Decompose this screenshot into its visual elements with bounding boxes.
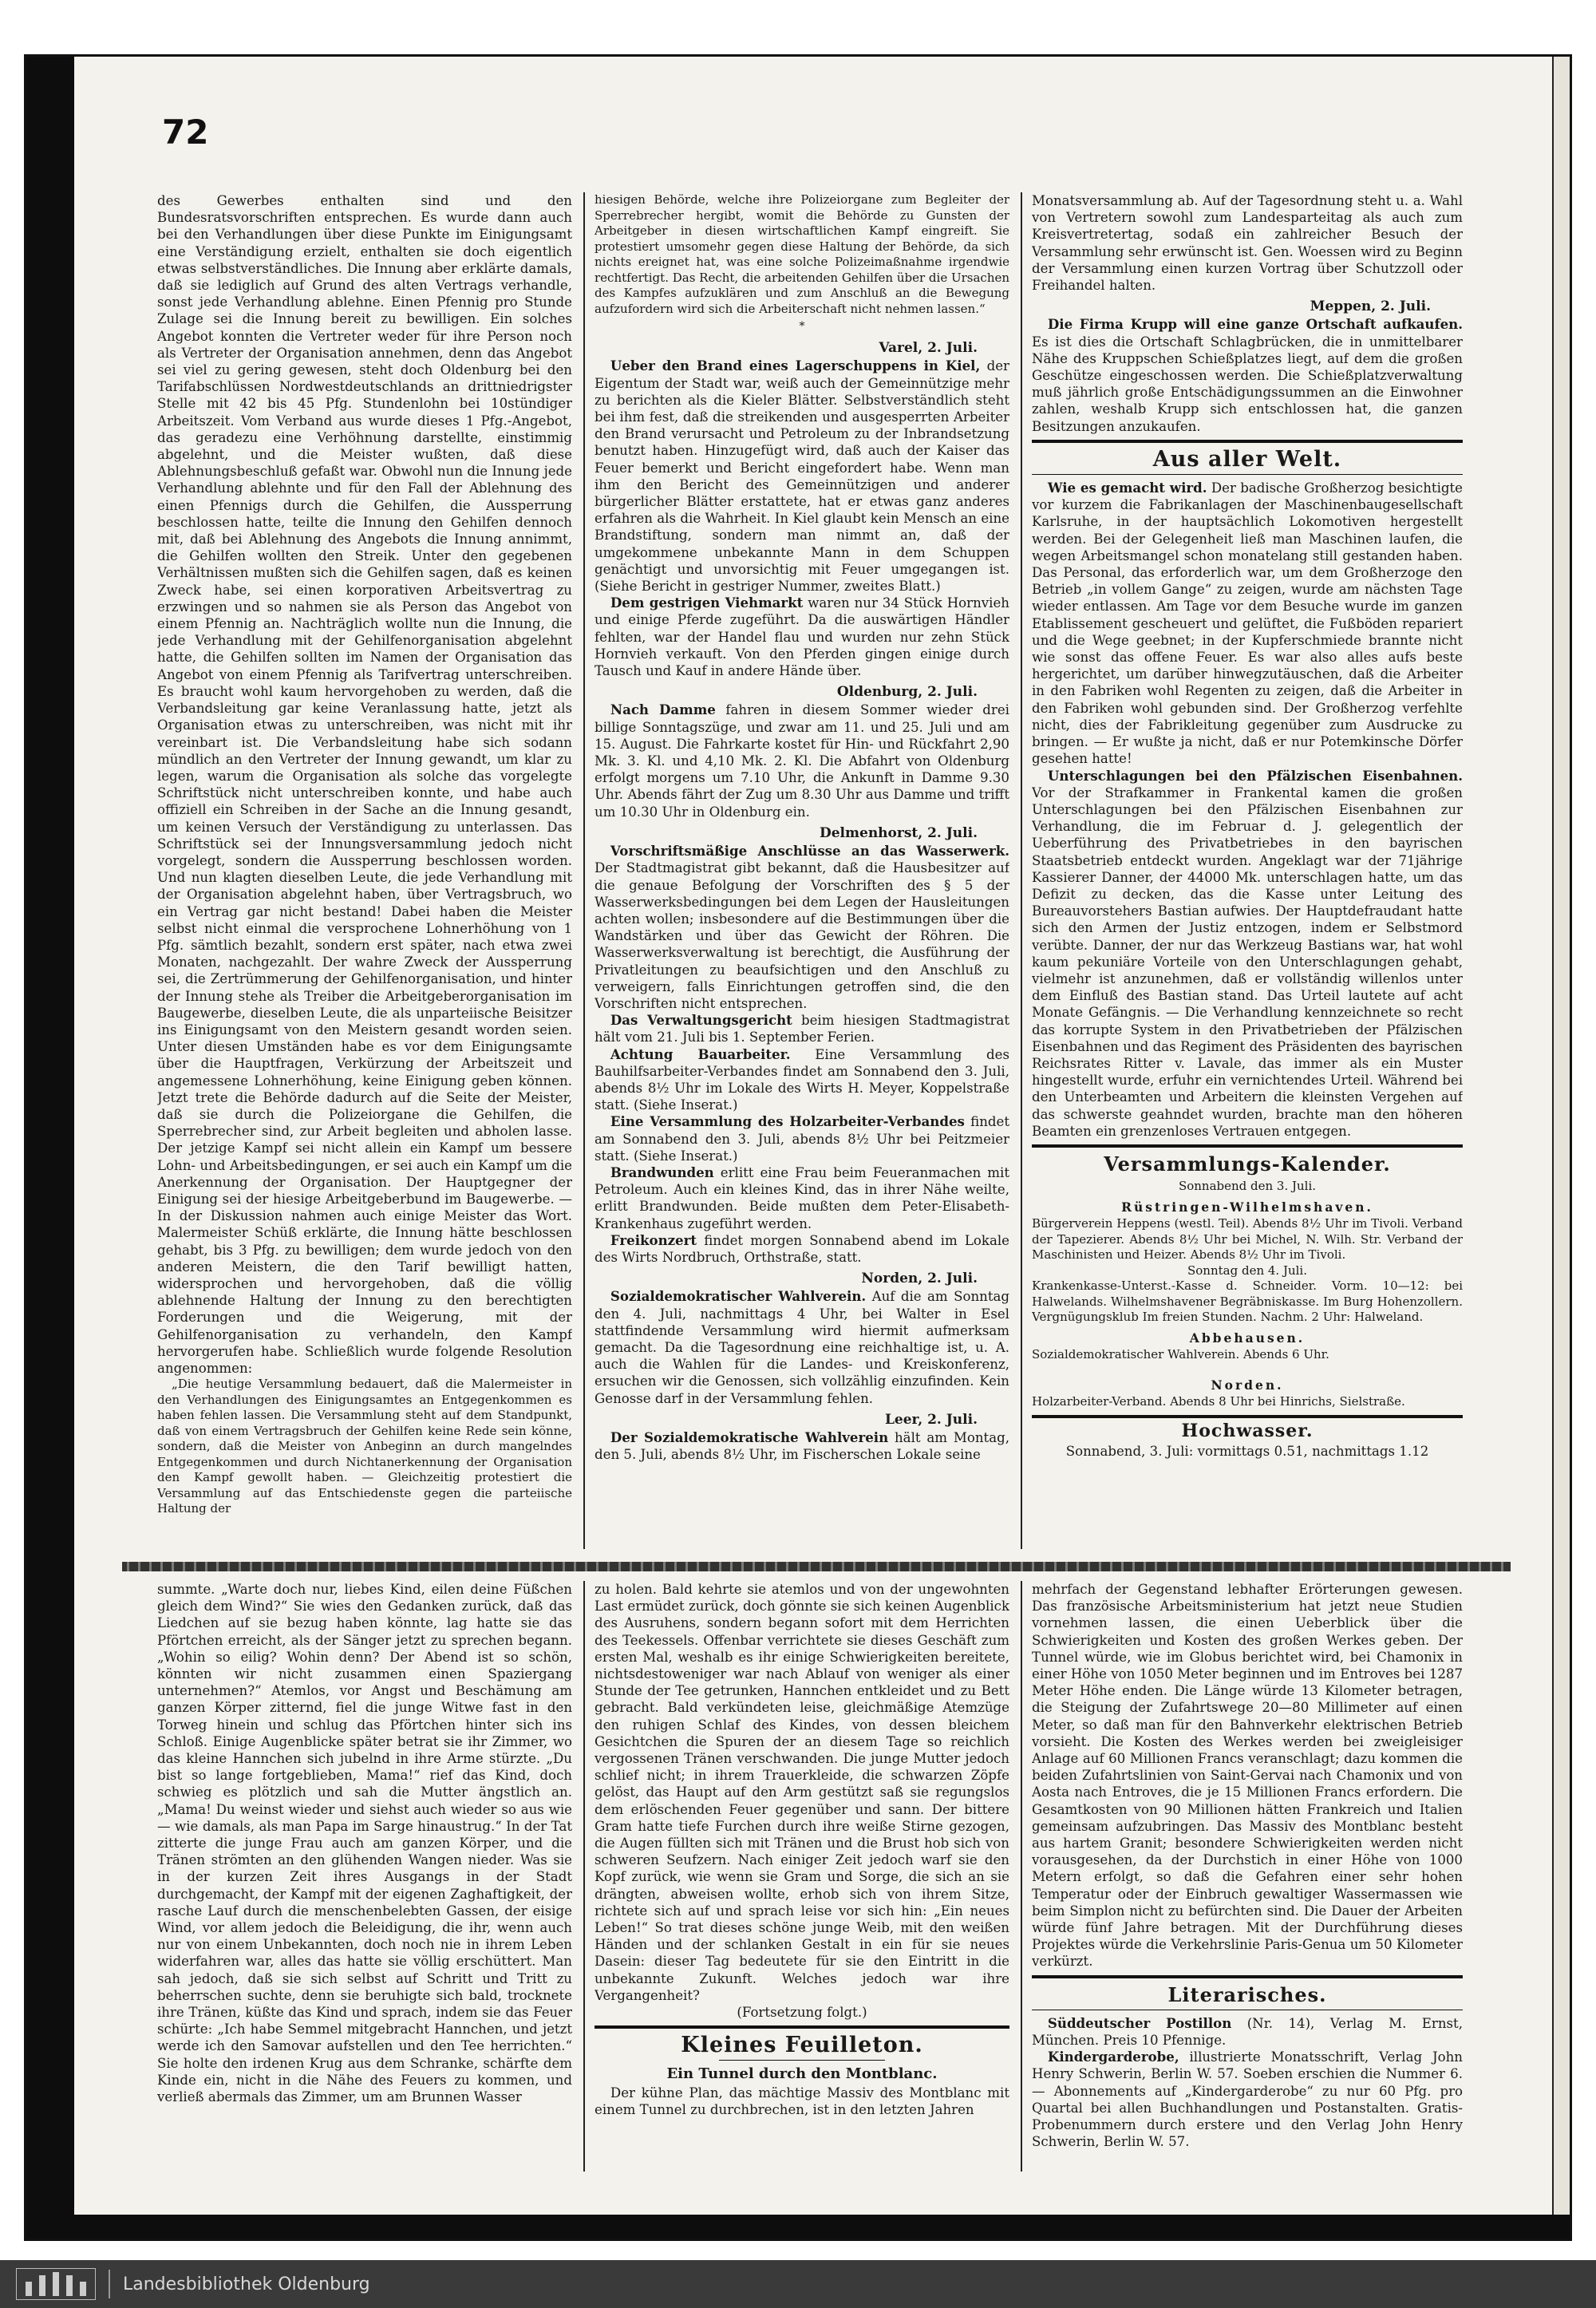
news-headline: Kindergarderobe, [1047,2049,1179,2065]
news-text: Vor der Strafkammer in Frankental kamen die großen Unterschlagungen bei den Pfälzischen Eisenbahnen zur Verhandlung, die im Februar d. J. gelegentlich der Ueberführung des Privatbetriebes in den bayrischen Staatsbetrieb entdeckt wurden. Angeklagt war der 71jährige Kassierer Danner, der 44000 Mk. unterschlagen hatte, um das Defizit zu decken, das die Kasse unter Leitung des Bureauvorstehers Bastian aufwies. Der Hauptdefraudant hatte sich den Armen der Justiz entzogen, indem er Selbstmord verübte. Danner, der nur das Werkzeug Bastians war, hat wohl kaum pekuniäre Vorteile von den Unterschlagungen gehabt, vielmehr ist anzunehmen, daß er vollständig willenlos unter dem Einfluß des Bastian stand. Das Urteil lautete auf acht Monate Gefängnis. — Die Verhandlung kennzeichnete so recht das korrupte System in den Privatbetrieben der Pfälzischen Eisenbahnen und das Regiment des Präsidenten des bayrischen Reichsrates Ritter v. Lavale, das immer als ein Muster hingestellt wurde, erfuhr ein vernichtendes Urteil. Während bei den Unterbeamten und Arbeitern die kleinsten Vergehen auf das schwerste geahndet wurden, brachte man den höheren Beamten ein grenzenloses Vertrauen entgegen. [1032,784,1463,1139]
news-headline: Ueber den Brand eines Lagerschuppens in Kiel, [610,358,981,374]
page-edge [1552,57,1570,2239]
column-divider [1021,1581,1022,2172]
news-text: erlitt eine Frau beim Feueranmachen mit Petroleum. Auch ein kleines Kind, das in ihrer Nähe weilte, erlitt Brandwunden. Beide mußten dem Peter-Elisabeth-Krankenhaus zugeführt werden. [595,1164,1009,1231]
dateline: Delmenhorst, 2. Juli. [820,824,978,841]
calendar-entries: Holzarbeiter-Verband. Abends 8 Uhr bei Hinrichs, Sielstraße. [1032,1394,1405,1409]
news-text: fahren in diesem Sommer wieder drei billige Sonntagszüge, und zwar am 11. und 25. Juli und am 15. August. Die Fahrkarte kostet für Hin- und Rückfahrt 2,90 Mk. 3. Kl. und 4,10 Mk. 2. Kl. Die Abfahrt von Oldenburg erfolgt morgens um 7.10 Uhr, die Ankunft in Damme 9.30 Uhr. Abends fährt der Zug um 8.30 Uhr aus Damme und trifft um 10.30 Uhr in Oldenburg ein. [595,702,1009,820]
news-headline: Das Verwaltungsgericht [610,1012,792,1029]
news-text: Es ist dies die Ortschaft Schlagbrücken, die in unmittelbarer Nähe des Kruppschen Schießplatzes liegt, auf dem die großen Geschütze eingeschossen werden. Die Schießplatzverwaltung muß jährlich große Entschädigungssummen an die Einwohner zahlen, weshalb Krupp sich entschlossen hat, die ganzen Besitzungen anzukaufen. [1032,334,1463,434]
footer-divider [109,2270,110,2298]
news-headline: Brandwunden [610,1164,714,1180]
section-rule [595,2025,1009,2029]
news-headline: Freikonzert [610,1231,697,1248]
section-rule [1032,1144,1463,1148]
column-divider [1021,192,1022,1549]
calendar-entries: Krankenkasse-Unterst.-Kasse d. Schneider. Vorm. 10—12: bei Halwelands. Wilhelmshavener Begräbniskasse. Im Burg Hohenzollern. Vergnügungsklub Im freien Stunden. Nachm. 2 Uhr: Halweland. [1032,1278,1463,1325]
news-text: illustrierte Monatsschrift, Verlag John Henry Schwerin, Berlin W. 57. Soeben erschien die Nummer 6. — Abonnements auf „Kindergarderobe“ zu nur 60 Pfg. pro Quartal bei allen Buchhandlungen und Postanstalten. Gratis-Probenummern durch erstere und den Verlag John Henry Schwerin, Berlin W. 57. [1032,2049,1463,2150]
news-headline: Sozialdemokratischer Wahlverein. [610,1288,867,1305]
news-text: Auf die am Sonntag den 4. Juli, nachmittags 4 Uhr, bei Walter in Esel stattfindende Versammlung wird hiermit aufmerksam gemacht. Da die Tagesordnung eine reichhaltige ist, u. A. auch die Wahlen für die Landes- und Kreiskonferenz, ersuchen wir die Genossen, sich vollzählig einzufinden. Kein Genosse darf in der Versammlung fehlen. [595,1289,1009,1406]
calendar-entries: Bürgerverein Heppens (westl. Teil). Abends 8½ Uhr im Tivoli. Verband der Tapezierer. Abends 8½ Uhr bei Michel, N. Wilh. Str. Verband der Maschinisten und Heizer. Abends 8½ Uhr im Tivoli. [1032,1216,1463,1263]
resolution-quote: „Die heutige Versammlung bedauert, daß die Malermeister in den Verhandlungen des Einigungsamtes an Entgegenkommen es haben fehlen lassen. Die Versammlung steht auf dem Standpunkt, daß von einem Vertragsbruch der Gehilfen keine Rede sein könne, sondern, daß die Meister von Anbeginn an durch mangelndes Entgegenkommen und durch Nichtanerkennung der Organisation den Kampf gewollt haben. — Gleichzeitig protestiert die Versammlung auf das Entschiedenste gegen die parteiische Haltung der [157,1377,572,1516]
news-headline: Nach Damme [610,701,716,718]
calendar-entries: Sozialdemokratischer Wahlverein. Abends 6 Uhr. [1032,1347,1329,1362]
calendar-location: Rüstringen-Wilhelmshaven. [1121,1199,1373,1215]
dateline: Leer, 2. Juli. [884,1411,978,1428]
column-divider [583,1581,585,2172]
section-title: Literarisches. [1167,1982,1327,2006]
feuilleton-column-2 [595,1581,1009,2172]
section-rule [719,2060,885,2061]
column-1 [157,192,572,1549]
section-rule [1032,474,1463,475]
section-rule [1032,1415,1463,1418]
news-headline: Unterschlagungen bei den Pfälzischen Eisenbahnen. [1047,767,1463,784]
news-text: der Eigentum der Stadt war, weiß auch der Gemeinnützige mehr zu berichten als die Kieler Blätter. Selbstverständlich steht bei ihm fest, daß die streikenden und ausgesperrten Arbeiter den Brand verursacht und Petroleum zu der Inbrandsetzung benutzt haben. Hinzugefügt wird, daß auch der Kaiser das Feuer bemerkt und Bericht eingefordert habe. Wenn man ihm den Bericht des Gemeinnützigen und anderer bürgerlicher Blätter erstattete, hat er etwas ganz anderes erfahren als die Wahrheit. In Kiel glaubt kein Mensch an eine Brandstiftung, sondern man nimmt an, daß der umgekommene unbekannte Mann in dem Schuppen genächtigt und unvorsichtig mit Feuer umgegangen ist. (Siehe Bericht in gestriger Nummer, zweites Blatt.) [595,358,1009,595]
page-number: 72 [162,113,209,152]
article-body: des Gewerbes enthalten sind und den Bundesratsvorschriften entsprechen. Es wurde dann auch bei den Verhandlungen über diese Punkte im Einigungsamt eine Verständigung erzielt, enthalten sie doch eigentlich etwas selbstverständliches. Die Innung aber erklärte damals, daß sie lediglich auf Grund des alten Vertrags verhandle, sonst jede Verhandlung ablehne. Einen Pfennig pro Stunde Zulage sei die Innung bereit zu bewilligen. Ein solches Angebot konnten die Vertreter weder für ihre Person noch als Vertreter der Organisation annehmen, denn das Angebot sei viel zu gering gewesen, steht doch Oldenburg bei den Tarifabschlüssen Nordwestdeutschlands an drittniedrigster Stelle mit 42 bis 45 Pfg. Stundenlohn bei 10stündiger Arbeitszeit. Vom Verband aus wurde dieses 1 Pfg.-Angebot, das geradezu eine Verhöhnung darstellte, einstimmig abgelehnt, und die Meister wußten, daß diese Ablehnungsbeschluß gefaßt war. Obwohl nun die Innung jede Verhandlung ablehnte und für den Fall der Ablehnung des einen Pfennigs durch die Gehilfen, die Aussperrung beschlossen hatte, teilte die Innung den Gehilfen dennoch mit, daß bei Ablehnung des Angebots die Innung annimmt, die Gehilfen wollten den Streik. Unter den gegebenen Verhältnissen mußten sich die Gehilfen sagen, daß es keinen Zweck habe, sei einen korporativen Arbeitsvertrag zu erzwingen und so nahmen sie als Person das Angebot von einem Pfennig an. Nachträglich wollte nun die Innung, die jede Verhandlung mit der Gehilfenorganisation abgelehnt hatte, die Gehilfen sollten im Namen der Organisation das Angebot von einem Pfennig als Tarifvertrag unterschreiben. Es braucht wohl kaum hervorgehoben zu werden, daß die Verbandsleitung gar keine Veranlassung hatte, jetzt als Organisation etwas zu unterschreiben, was nicht mit ihr vereinbart ist. Die Verbandsleitung habe sich sodann mündlich an den Vertreter der Innung gewandt, um klar zu legen, warum die Organisation als solche das vorgelegte Schriftstück nicht unterschreiben konnte, und habe auch offiziell ein Schreiben in der Sache an die Innung gesandt, um keinen Versuch der Verständigung zu unterlassen. Das Schriftstück sei der Innungsversammlung jedoch nicht vorgelegt, sondern die Aussperrung beschlossen worden. Und nun klagten dieselben Leute, die jede Verhandlung mit der Organisation abgelehnt haben, über Vertragsbruch, wo ein Vertrag gar nicht bestand! Dabei haben die Meister selbst nicht einmal die versprochene Lohnerhöhung von 1 Pfg. sämtlich bezahlt, sondern erst später, nach etwa zwei Monaten, nachgezahlt. Der wahre Zweck der Aussperrung sei, die Zertrümmerung der Gehilfenorganisation, und hinter der Innung stehe als Treiber die Arbeitgeberorganisation im Baugewerbe, dieselben Leute, die als unparteiische Beisitzer ins Einigungsamt von den Meistern gesandt worden seien. Unter diesen Umständen habe es vor dem Einigungsamte über die Hauptfragen, Verkürzung der Arbeitszeit und angemessene Lohnerhöhung, keine Einigung geben können. Jetzt trete die Behörde dadurch auf die Seite der Meister, daß sie durch die Polizeiorgane die Gehilfen, die Sperrebrecher sind, zur Arbeit begleiten und abholen lasse. Der jetzige Kampf sei nicht allein ein Kampf um bessere Lohn- und Arbeitsbedingungen, er sei auch ein Kampf um die Anerkennung der Organisation. Der Hauptgegner der Einigung sei der hiesige Arbeitgeberbund im Baugewerbe. — In der Diskussion nahmen auch einige Meister das Wort. Malermeister Schüß erklärte, die Innung hätte beschlossen gehabt, bis 3 Pfg. zu bewilligen; dem wurde jedoch von den anderen Meistern, die den Tarif bewilligt hatten, widersprochen und hervorgehoben, daß die völlig ablehnende Haltung der Innung zu den berechtigten Forderungen und die Weigerung, mit der Gehilfenorganisation zu verhandeln, den Kampf hervorgerufen habe. Schließlich wurde folgende Resolution angenommen: [157,193,572,1377]
news-text: beim hiesigen Stadtmagistrat hält vom 21. Juli bis 1. September Ferien. [595,1013,1009,1045]
calendar-date: Sonntag den 4. Juli. [1187,1263,1307,1278]
library-logo-icon [16,2268,96,2300]
tide-title: Hochwasser. [1181,1420,1314,1441]
section-title: Kleines Feuilleton. [681,2033,923,2058]
dateline: Varel, 2. Juli. [879,340,978,357]
section-title: Aus aller Welt. [1152,446,1342,472]
bottom-edge [26,2215,1570,2239]
column-2 [595,192,1009,1549]
dateline: Norden, 2. Juli. [861,1271,978,1287]
calendar-date: Sonnabend den 3. Juli. [1178,1179,1317,1194]
article-continuation: hiesigen Behörde, welche ihre Polizeiorgane zum Begleiter der Sperrebrecher hergibt, womit die Behörde zu Gunsten der Arbeitgeber in diesen wirtschaftlichen Kampf eingreift. Sie protestiert umsomehr gegen diese Haltung der Behörde, da sich nichts ereignet hat, was eine solche Polizeimaßnahme irgendwie rechtfertigt. Das Recht, die arbeitenden Gehilfen über die Ursachen des Kampfes aufzuklären und zum Anschluß an die Bewegung aufzufordern wird sich die Arbeiterschaft nicht nehmen lassen.“ [595,192,1009,316]
novel-text: zu holen. Bald kehrte sie atemlos und von der ungewohnten Last ermüdet zurück, doch gönnte sie sich keinen Augenblick des Ausruhens, sondern begann sofort mit dem Herrichten des Teekessels. Offenbar verrichtete sie dieses Geschäft zum ersten Mal, weshalb es ihr einige Schwierigkeiten bereitete, nichtsdestoweniger war nach Ablauf von weniger als einer Stunde der Tee getrunken, Hannchen entkleidet und zu Bett gebracht. Bald verkündeten leise, gleichmäßige Atemzüge den ruhigen Schlaf des Kindes, von dessen bleichem Gesichtchen die Spuren der an diesem Tage so reichlich vergossenen Tränen verschwanden. Die junge Mutter jedoch schlief nicht; in ihrem Trauerkleide, die schwarzen Zöpfe gelöst, das Haupt auf den Arm gestützt saß sie regungslos dem erlöschenden Feuer gegenüber und sann. Der bittere Gram hatte tiefe Furchen durch ihre weiße Stirne gezogen, die Augen füllten sich mit Tränen und die Brust hob sich von schweren Seufzern. Nach einiger Zeit jedoch warf sie den Kopf zurück, wie wenn sie Gram und Sorge, die sich an sie drängten, abweisen wollte, erhob sich von ihrem Sitze, richtete sich auf und sprach leise vor sich hin: „Ein neues Leben!“ So trat dieses schöne junge Weib, mit den weißen Händen und der schlanken Gestalt in ein für sie neues Dasein: dieser Tag bedeutete für sie den Eintritt in die unbekannte Zukunft. Welches jedoch war ihre Vergangenheit? [595,1582,1009,2003]
news-text: waren nur 34 Stück Hornvieh und einige Pferde zugeführt. Da die auswärtigen Händler fehlten, war der Handel flau und wurden nur zehn Stück Hornvieh verkauft. Von den Pferden gingen einige durch Tausch und Kauf in andere Hände über. [595,595,1009,679]
news-text: findet morgen Sonnabend abend im Lokale des Wirts Nordbruch, Orthstraße, statt. [595,1232,1009,1265]
dateline: Oldenburg, 2. Juli. [836,684,978,701]
continuation-note: (Fortsetzung folgt.) [737,2005,867,2021]
news-headline: Die Firma Krupp will eine ganze Ortschaft aufkaufen. [1047,316,1463,333]
novel-text: summte. „Warte doch nur, liebes Kind, eilen deine Füßchen gleich dem Wind?“ Sie wies den Gedanken zurück, daß das Liedchen auf sie bezug haben könnte, lag hatte sie das Pförtchen erreicht, als der Sänger jetzt zu sprechen begann. „Wohin so eilig? Wohin denn? Der Abend ist so schön, könnten wir nicht zusammen einen Spaziergang unternehmen?“ Atemlos, vor Angst und Beschämung am ganzen Körper zitternd, fiel die junge Witwe fast in den Torweg hinein und schlug das Pförtchen hinter sich ins Schloß. Einige Augenblicke später betrat sie ihr Zimmer, wo das kleine Hannchen sich jubelnd in ihre Arme stürzte. „Du bist so lange fortgeblieben, Mama!“ rief das Kind, doch schwieg es plötzlich und sah die Mutter ängstlich an. „Mama! Du weinst wieder und siehst auch wieder so aus wie — wie damals, als man Papa im Sarge hinaustrug.“ In der Tat zitterte die junge Frau auch am ganzen Körper, und die Tränen strömten an den glühenden Wangen nieder. Was sie in der kurzen Zeit ihres Ausgangs in der Stadt durchgemacht, der Kampf mit der eigenen Zaghaftigkeit, der rasche Lauf durch die menschenbelebten Gassen, der eisige Wind, vor allem jedoch die Beleidigung, die ihr, wenn auch nur von einem Unbekannten, doch noch nie in ihrem Leben widerfahren war, alles das hatte sie völlig erschüttert. Man sah jedoch, daß sie sich selbst auf Schritt und Tritt zu beherrschen suchte, denn sie beruhigte sich bald, trocknete ihre Tränen, küßte das Kind und sprach, indem sie das Feuer schürte: „Ich habe Semmel mitgebracht Hannchen, und jetzt werde ich den Samovar aufstellen und den Tee herrichten.“ Sie holte den irdenen Krug aus dem Schranke, schärfte dem Kinde ein, nicht in die Nähe des Feuers zu kommen, und verließ abermals das Zimmer, um am Brunnen Wasser [157,1582,572,2105]
news-headline: Wie es gemacht wird. [1047,480,1207,496]
column-3 [1032,192,1463,1549]
library-footer [0,2260,1596,2308]
article-text: Der kühne Plan, das mächtige Massiv des Montblanc mit einem Tunnel zu durchbrechen, ist in den letzten Jahren [595,2085,1009,2117]
fold-line [122,1562,1511,1571]
news-text: findet am Sonnabend den 3. Juli, abends 8½ Uhr bei Peitzmeier statt. (Siehe Inserat.) [595,1114,1009,1164]
dateline: Meppen, 2. Juli. [1310,298,1431,315]
binding-edge [26,57,74,2239]
separator-star: * [799,320,805,333]
meeting-calendar [1032,1179,1463,1410]
news-headline: Eine Versammlung des Holzarbeiter-Verbandes [610,1113,965,1130]
feuilleton-column-1 [157,1581,572,2172]
news-text: Der badische Großherzog besichtigte vor kurzem die Fabrikanlagen der Maschinenbaugesellschaft Karlsruhe, in der hauptsächlich Lokomotiven hergestellt werden. Bei der Gelegenheit ließ man Maschinen laufen, die wegen Arbeitsmangel schon monatelang still gestanden haben. Das Personal, das erforderlich war, um dem Großherzoge den Betrieb „in vollem Gange“ zu zeigen, wurde am nächsten Tage wieder entlassen. Am Tage vor dem Besuche wurde im ganzen Etablissement gescheuert und gelüftet, die Fußböden repariert und die Wege geebnet; in der Kupferschmiede brannte nicht wie sonst das offene Feuer. Es war also alles aufs beste hergerichtet, um darüber hinwegzutäuschen, daß die Arbeiter in den Fabriken wohl Regenten zu zeigen, daß die Arbeiter in den Fabriken wohl gebunden sind. Der Großherzog verfehlte nicht, dies der Fabrikleitung gegenüber zum Ausdrucke zu bringen. — Er wußte ja nicht, daß er nur Potemkinsche Dörfer gesehen hatte! [1032,480,1463,767]
news-headline: Der Sozialdemokratische Wahlverein [610,1429,889,1445]
column-divider [583,192,585,1549]
news-text: Monatsversammlung ab. Auf der Tagesordnung steht u. a. Wahl von Vertretern sowohl zum Landesparteitag als auch zum Kreisvertretertag, sodaß ein zahlreicher Besuch der Versammlung sehr erwünscht ist. Gen. Woessen wird zu Beginn der Versammlung einen kurzen Vortrag über Schutzzoll oder Freihandel halten. [1032,193,1463,294]
scanned-page [24,54,1572,2241]
news-headline: Achtung Bauarbeiter. [610,1045,791,1062]
article-headline: Ein Tunnel durch den Montblanc. [666,2065,938,2083]
news-headline: Vorschriftsmäßige Anschlüsse an das Wasserwerk. [610,843,1009,860]
news-headline: Süddeutscher Postillon [1047,2014,1232,2031]
news-text: Der Stadtmagistrat gibt bekannt, daß die Hausbesitzer auf die genaue Befolgung der Vorschriften des § 5 der Wasserwerksbedingungen bei dem Legen der Hausleitungen achten wollen; insbesondere auf die Bestimmungen über die Wandstärken und über das Gewicht der Röhren. Die Wasserwerksverwaltung ist berechtigt, die Ausführung der Privatleitungen zu beaufsichtigen und den Anschluß zu verweigern, falls Einrichtungen getroffen sind, die den Vorschriften nicht entsprechen. [595,860,1009,1011]
calendar-title: Versammlungs-Kalender. [1104,1152,1391,1176]
article-text: mehrfach der Gegenstand lebhafter Erörterungen gewesen. Das französische Arbeitsministerium hat jetzt neue Studien vornehmen lassen, die einen Ueberblick über die Schwierigkeiten und Kosten des großen Werkes geben. Der Tunnel würde, wie im Globus berichtet wird, bei Chamonix in einer Höhe von 1050 Meter beginnen und im Entroves bei 1287 Meter Höhe enden. Die Länge würde 13 Kilometer betragen, die Steigung der Zufahrtswege 20—80 Millimeter auf einen Meter, so daß man für den Bahnverkehr elektrischen Betrieb vorsieht. Die Kosten des Werkes werden bei zweigleisiger Anlage auf 60 Millionen Francs veranschlagt; dazu kommen die beiden Zufahrtslinien von Saint-Gervai nach Chamonix und von Aosta nach Entroves, die je 15 Millionen Francs erfordern. Die Gesamtkosten von 90 Millionen hätten Frankreich und Italien gemeinsam aufzubringen. Das Massiv des Montblanc besteht aus hartem Granit; besondere Schwierigkeiten werden nicht vorausgesehen, da der Durchstich in einer Höhe von 1000 Metern erfolgt, so daß die Gefahren einer sehr hohen Temperatur oder der Einbruch gewaltiger Wassermassen wie beim Simplon nicht zu befürchten sind. Die Dauer der Arbeiten würde fünf Jahre betragen. Mit der Durchführung dieses Projektes würde die Verkehrslinie Paris-Genua um 50 Kilometer verkürzt. [1032,1582,1463,1970]
newspaper-page [122,81,1511,2203]
news-headline: Dem gestrigen Viehmarkt [610,595,804,611]
calendar-location: Abbehausen. [1189,1330,1306,1346]
feuilleton-column-3 [1032,1581,1463,2172]
section-rule [1032,1975,1463,1978]
library-name: Landesbibliothek Oldenburg [123,2274,370,2294]
news-text: Eine Versammlung des Bauhilfsarbeiter-Verbandes findet am Sonnabend den 3. Juli, abends 8½ Uhr im Lokale des Wirts H. Meyer, Koppelstraße statt. (Siehe Inserat.) [595,1046,1009,1113]
news-text: (Nr. 14), Verlag M. Ernst, München. Preis 10 Pfennige. [1032,2015,1463,2049]
tide-times: Sonnabend, 3. Juli: vormittags 0.51, nachmittags 1.12 [1065,1443,1429,1459]
section-rule [1032,440,1463,443]
news-text: hält am Montag, den 5. Juli, abends 8½ Uhr, im Fischerschen Lokale seine [595,1430,1009,1463]
calendar-location: Norden. [1211,1377,1284,1393]
